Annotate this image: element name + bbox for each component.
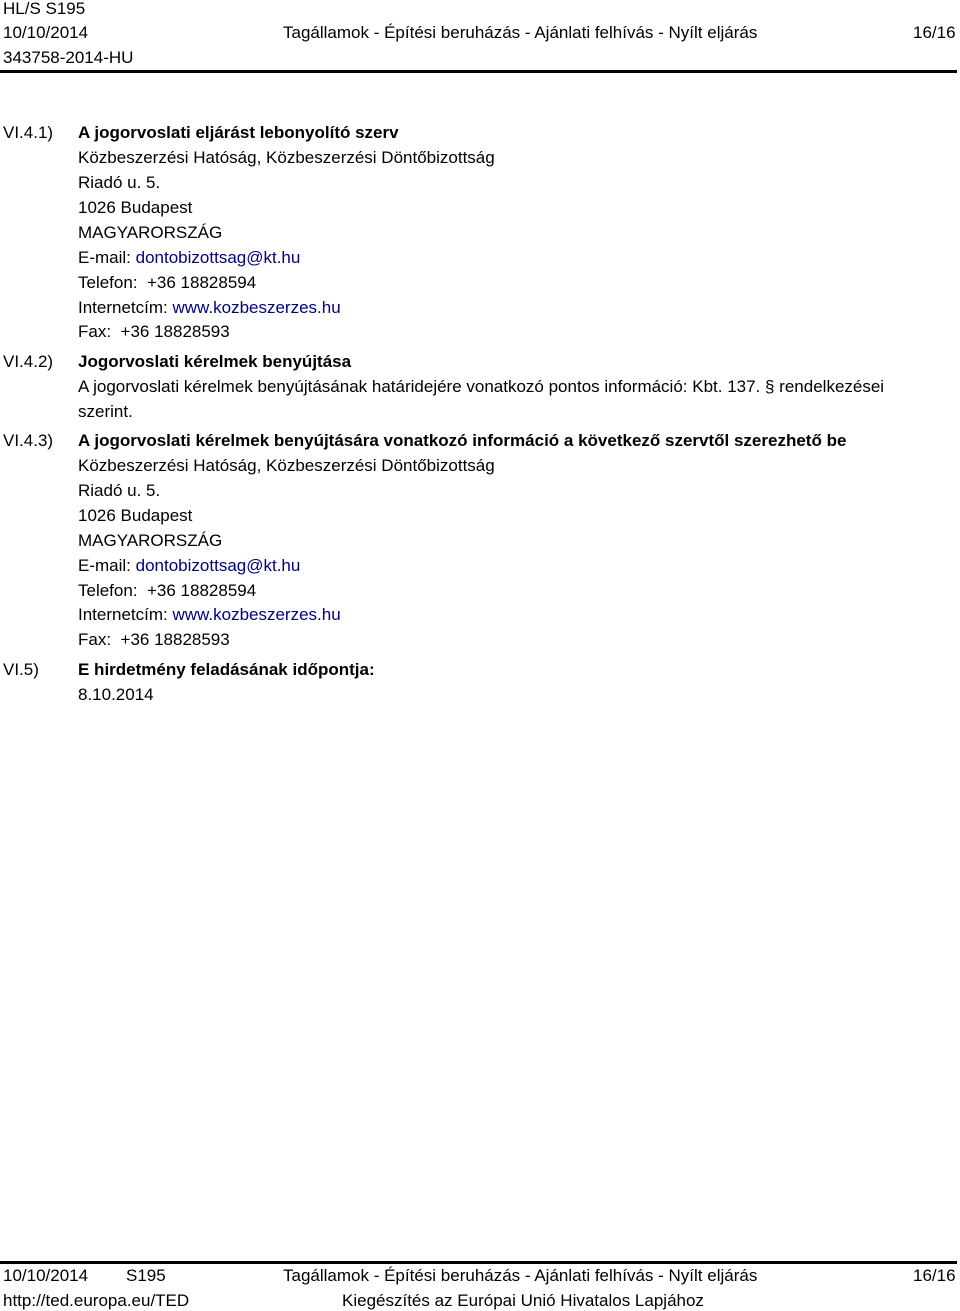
org-name: Közbeszerzési Hatóság, Közbeszerzési Döntőbizottság — [78, 148, 495, 167]
footer-rule — [0, 1261, 957, 1264]
country: MAGYARORSZÁG — [78, 531, 223, 550]
section-heading: A jogorvoslati eljárást lebonyolító szerv — [78, 123, 399, 142]
fax-label: Fax: — [78, 630, 112, 649]
street-address: Riadó u. 5. — [78, 481, 161, 500]
street-address: Riadó u. 5. — [78, 173, 161, 192]
web-label: Internetcím: — [78, 605, 168, 624]
email-row — [78, 249, 300, 266]
web-label: Internetcím: — [78, 298, 168, 317]
section-heading: Jogorvoslati kérelmek benyújtása — [78, 352, 352, 371]
phone-row — [78, 274, 256, 291]
header-title: Tagállamok - Építési beruházás - Ajánlati felhívás - Nyílt eljárás — [283, 23, 758, 42]
web-row — [78, 299, 341, 316]
phone-label: Telefon: — [78, 273, 138, 292]
section-heading: A jogorvoslati kérelmek benyújtására vonatkozó információ a következő szervtől szerezhető be — [78, 431, 847, 450]
section-heading: E hirdetmény feladásának időpontja: — [78, 660, 375, 679]
fax-number: +36 18828593 — [120, 630, 230, 649]
section-text: szerint. — [78, 402, 133, 421]
email-link[interactable]: dontobizottsag@kt.hu — [135, 248, 301, 267]
header-rule — [0, 70, 957, 73]
phone-number: +36 18828594 — [147, 273, 257, 292]
footer-series: S195 — [126, 1266, 166, 1285]
web-row — [78, 606, 341, 623]
org-name: Közbeszerzési Hatóság, Közbeszerzési Döntőbizottság — [78, 456, 495, 475]
phone-row — [78, 582, 256, 599]
country: MAGYARORSZÁG — [78, 223, 223, 242]
footer-date: 10/10/2014 — [3, 1266, 89, 1285]
city: 1026 Budapest — [78, 198, 193, 217]
footer-page: 16/16 — [913, 1266, 956, 1285]
footer-subtitle: Kiegészítés az Európai Unió Hivatalos Lapjához — [342, 1291, 704, 1310]
fax-row — [78, 323, 230, 340]
email-link[interactable]: dontobizottsag@kt.hu — [135, 556, 301, 575]
fax-number: +36 18828593 — [120, 322, 230, 341]
section-number: VI.4.3) — [3, 431, 54, 450]
web-link[interactable]: www.kozbeszerzes.hu — [172, 298, 341, 317]
web-link[interactable]: www.kozbeszerzes.hu — [172, 605, 341, 624]
section-number: VI.5) — [3, 660, 39, 679]
header-series: HL/S S195 — [3, 0, 86, 18]
dispatch-date: 8.10.2014 — [78, 685, 154, 704]
footer-url[interactable]: http://ted.europa.eu/TED — [3, 1291, 190, 1310]
phone-label: Telefon: — [78, 581, 138, 600]
section-text: A jogorvoslati kérelmek benyújtásának határidejére vonatkozó pontos információ: Kbt. 137. § rendelkezései — [78, 377, 885, 396]
phone-number: +36 18828594 — [147, 581, 257, 600]
email-label: E-mail: — [78, 556, 131, 575]
header-doc-id: 343758-2014-HU — [3, 48, 134, 67]
header-page: 16/16 — [913, 23, 956, 42]
section-number: VI.4.1) — [3, 123, 54, 142]
fax-row — [78, 631, 230, 648]
header-date: 10/10/2014 — [3, 23, 89, 42]
fax-label: Fax: — [78, 322, 112, 341]
email-row — [78, 557, 300, 574]
email-label: E-mail: — [78, 248, 131, 267]
city: 1026 Budapest — [78, 506, 193, 525]
section-number: VI.4.2) — [3, 352, 54, 371]
footer-title: Tagállamok - Építési beruházás - Ajánlati felhívás - Nyílt eljárás — [283, 1266, 758, 1285]
